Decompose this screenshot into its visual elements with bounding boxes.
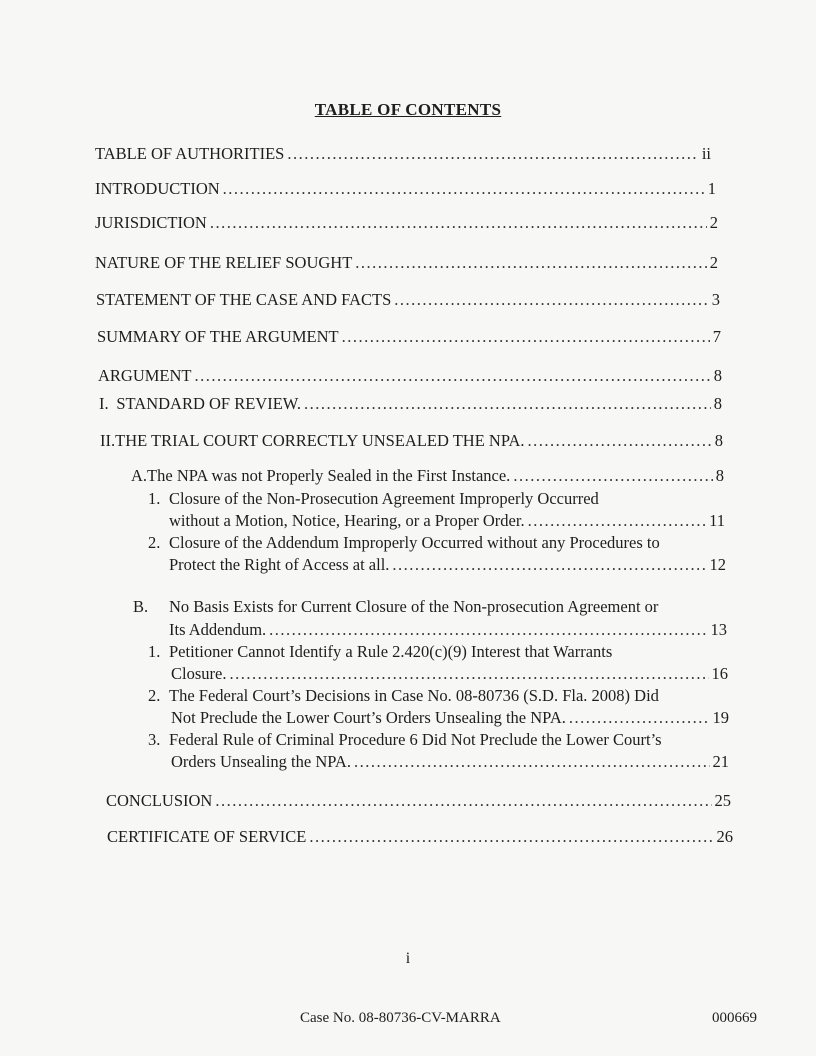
toc-entry-closure-npa-line1 <box>148 489 599 509</box>
toc-entry-federal-court-line1 <box>148 686 659 706</box>
leader-dots <box>223 179 705 199</box>
toc-entry-label: without a Motion, Notice, Hearing, or a Proper Order. <box>169 511 525 530</box>
toc-entry-closure-npa <box>169 511 725 531</box>
toc-entry-label: CONCLUSION <box>106 791 213 810</box>
toc-entry-page: 8 <box>713 366 722 385</box>
toc-entry-statement-of-case <box>96 290 720 310</box>
leader-dots <box>210 213 707 233</box>
leader-dots <box>342 327 710 347</box>
toc-entry-label: SUMMARY OF THE ARGUMENT <box>97 327 339 346</box>
leader-dots <box>569 708 710 728</box>
toc-entry-label: THE TRIAL COURT CORRECTLY UNSEALED THE NPA. <box>115 431 525 450</box>
leader-dots <box>287 144 698 164</box>
toc-entry-label: Its Addendum. <box>169 620 267 639</box>
toc-entry-rule-interest <box>171 664 728 684</box>
toc-entry-label: STATEMENT OF THE CASE AND FACTS <box>96 290 392 309</box>
toc-entry-number: 3. <box>148 730 161 749</box>
toc-entry-no-basis-line1 <box>133 597 658 617</box>
toc-entry-label-line1: The Federal Court’s Decisions in Case No. 08-80736 (S.D. Fla. 2008) Did <box>169 686 659 705</box>
toc-entry-rule-6-line1 <box>148 730 662 750</box>
leader-dots <box>229 664 708 684</box>
toc-entry-label-line1: Federal Rule of Criminal Procedure 6 Did Not Preclude the Lower Court’s <box>169 730 662 749</box>
toc-entry-closure-addendum <box>169 555 726 575</box>
toc-entry-number: II. <box>100 431 116 450</box>
page-title: TABLE OF CONTENTS <box>314 100 502 119</box>
toc-entry-label: Closure. <box>171 664 227 683</box>
toc-entry-label: The NPA was not Properly Sealed in the First Instance. <box>147 466 511 485</box>
page-number: i <box>405 950 411 967</box>
toc-entry-introduction <box>95 179 716 199</box>
toc-entry-number: A. <box>131 466 148 485</box>
leader-dots <box>355 253 706 273</box>
toc-entry-nature-of-relief <box>95 253 718 273</box>
leader-dots <box>528 431 712 451</box>
toc-entry-label-line1: No Basis Exists for Current Closure of the Non-prosecution Agreement or <box>169 597 659 616</box>
leader-dots <box>215 791 711 811</box>
toc-entry-certificate-of-service <box>107 827 733 847</box>
toc-entry-page: 8 <box>715 466 724 485</box>
toc-entry-page: 7 <box>712 327 721 346</box>
leader-dots <box>528 511 707 531</box>
toc-entry-number: 1. <box>148 489 161 508</box>
toc-entry-summary-of-argument <box>97 327 721 347</box>
leader-dots <box>513 466 712 486</box>
toc-entry-label: TABLE OF AUTHORITIES <box>95 144 285 163</box>
footer-bates-number: 000669 <box>712 1010 757 1026</box>
toc-entry-label: Protect the Right of Access at all. <box>169 555 390 574</box>
toc-entry-page: 8 <box>713 394 722 413</box>
toc-entry-page: 13 <box>710 620 727 639</box>
toc-entry-rule-interest-line1 <box>148 642 612 662</box>
toc-entry-page: 12 <box>709 555 726 574</box>
toc-entry-label: Orders Unsealing the NPA. <box>171 752 351 771</box>
toc-entry-page: 21 <box>712 752 729 771</box>
toc-entry-table-of-authorities <box>95 144 711 164</box>
toc-entry-page: 2 <box>709 253 718 272</box>
toc-entry-page: 1 <box>707 179 716 198</box>
toc-entry-number: B. <box>133 597 149 616</box>
toc-entry-label: STANDARD OF REVIEW. <box>116 394 301 413</box>
toc-entry-label: Not Preclude the Lower Court’s Orders Unsealing the NPA. <box>171 708 566 727</box>
leader-dots <box>309 827 713 847</box>
toc-entry-label: ARGUMENT <box>98 366 192 385</box>
toc-entry-page: 11 <box>709 511 725 530</box>
toc-entry-label-line1: Closure of the Addendum Improperly Occurred without any Procedures to <box>169 533 660 552</box>
toc-entry-label: JURISDICTION <box>95 213 207 232</box>
leader-dots <box>304 394 711 414</box>
footer-case-number: Case No. 08-80736-CV-MARRA <box>300 1010 501 1026</box>
toc-entry-conclusion <box>106 791 731 811</box>
leader-dots <box>354 752 710 772</box>
toc-entry-page: 26 <box>716 827 733 846</box>
toc-entry-page: 8 <box>714 431 723 450</box>
toc-entry-number: 1. <box>148 642 161 661</box>
toc-entry-label-line1: Petitioner Cannot Identify a Rule 2.420(c)(9) Interest that Warrants <box>169 642 613 661</box>
toc-entry-page: ii <box>701 144 711 163</box>
toc-entry-page: 16 <box>711 664 728 683</box>
toc-entry-label-line1: Closure of the Non-Prosecution Agreement Improperly Occurred <box>169 489 599 508</box>
leader-dots <box>195 366 711 386</box>
toc-entry-jurisdiction <box>95 213 718 233</box>
toc-entry-number: I. <box>99 394 109 413</box>
toc-entry-argument <box>98 366 722 386</box>
leader-dots <box>392 555 706 575</box>
toc-entry-standard-of-review <box>99 394 722 414</box>
toc-entry-label: INTRODUCTION <box>95 179 220 198</box>
toc-entry-trial-court <box>100 431 723 451</box>
toc-entry-page: 25 <box>714 791 731 810</box>
leader-dots <box>394 290 708 310</box>
leader-dots <box>269 620 707 640</box>
toc-entry-npa-not-sealed <box>131 466 724 486</box>
toc-entry-label: CERTIFICATE OF SERVICE <box>107 827 307 846</box>
toc-entry-number: 2. <box>148 533 161 552</box>
toc-entry-label: NATURE OF THE RELIEF SOUGHT <box>95 253 353 272</box>
toc-entry-page: 19 <box>712 708 729 727</box>
toc-entry-page: 3 <box>711 290 720 309</box>
toc-entry-closure-addendum-line1 <box>148 533 660 553</box>
toc-entry-page: 2 <box>709 213 718 232</box>
toc-entry-rule-6 <box>171 752 729 772</box>
toc-entry-no-basis <box>169 620 727 640</box>
toc-entry-number: 2. <box>148 686 161 705</box>
toc-entry-federal-court <box>171 708 729 728</box>
